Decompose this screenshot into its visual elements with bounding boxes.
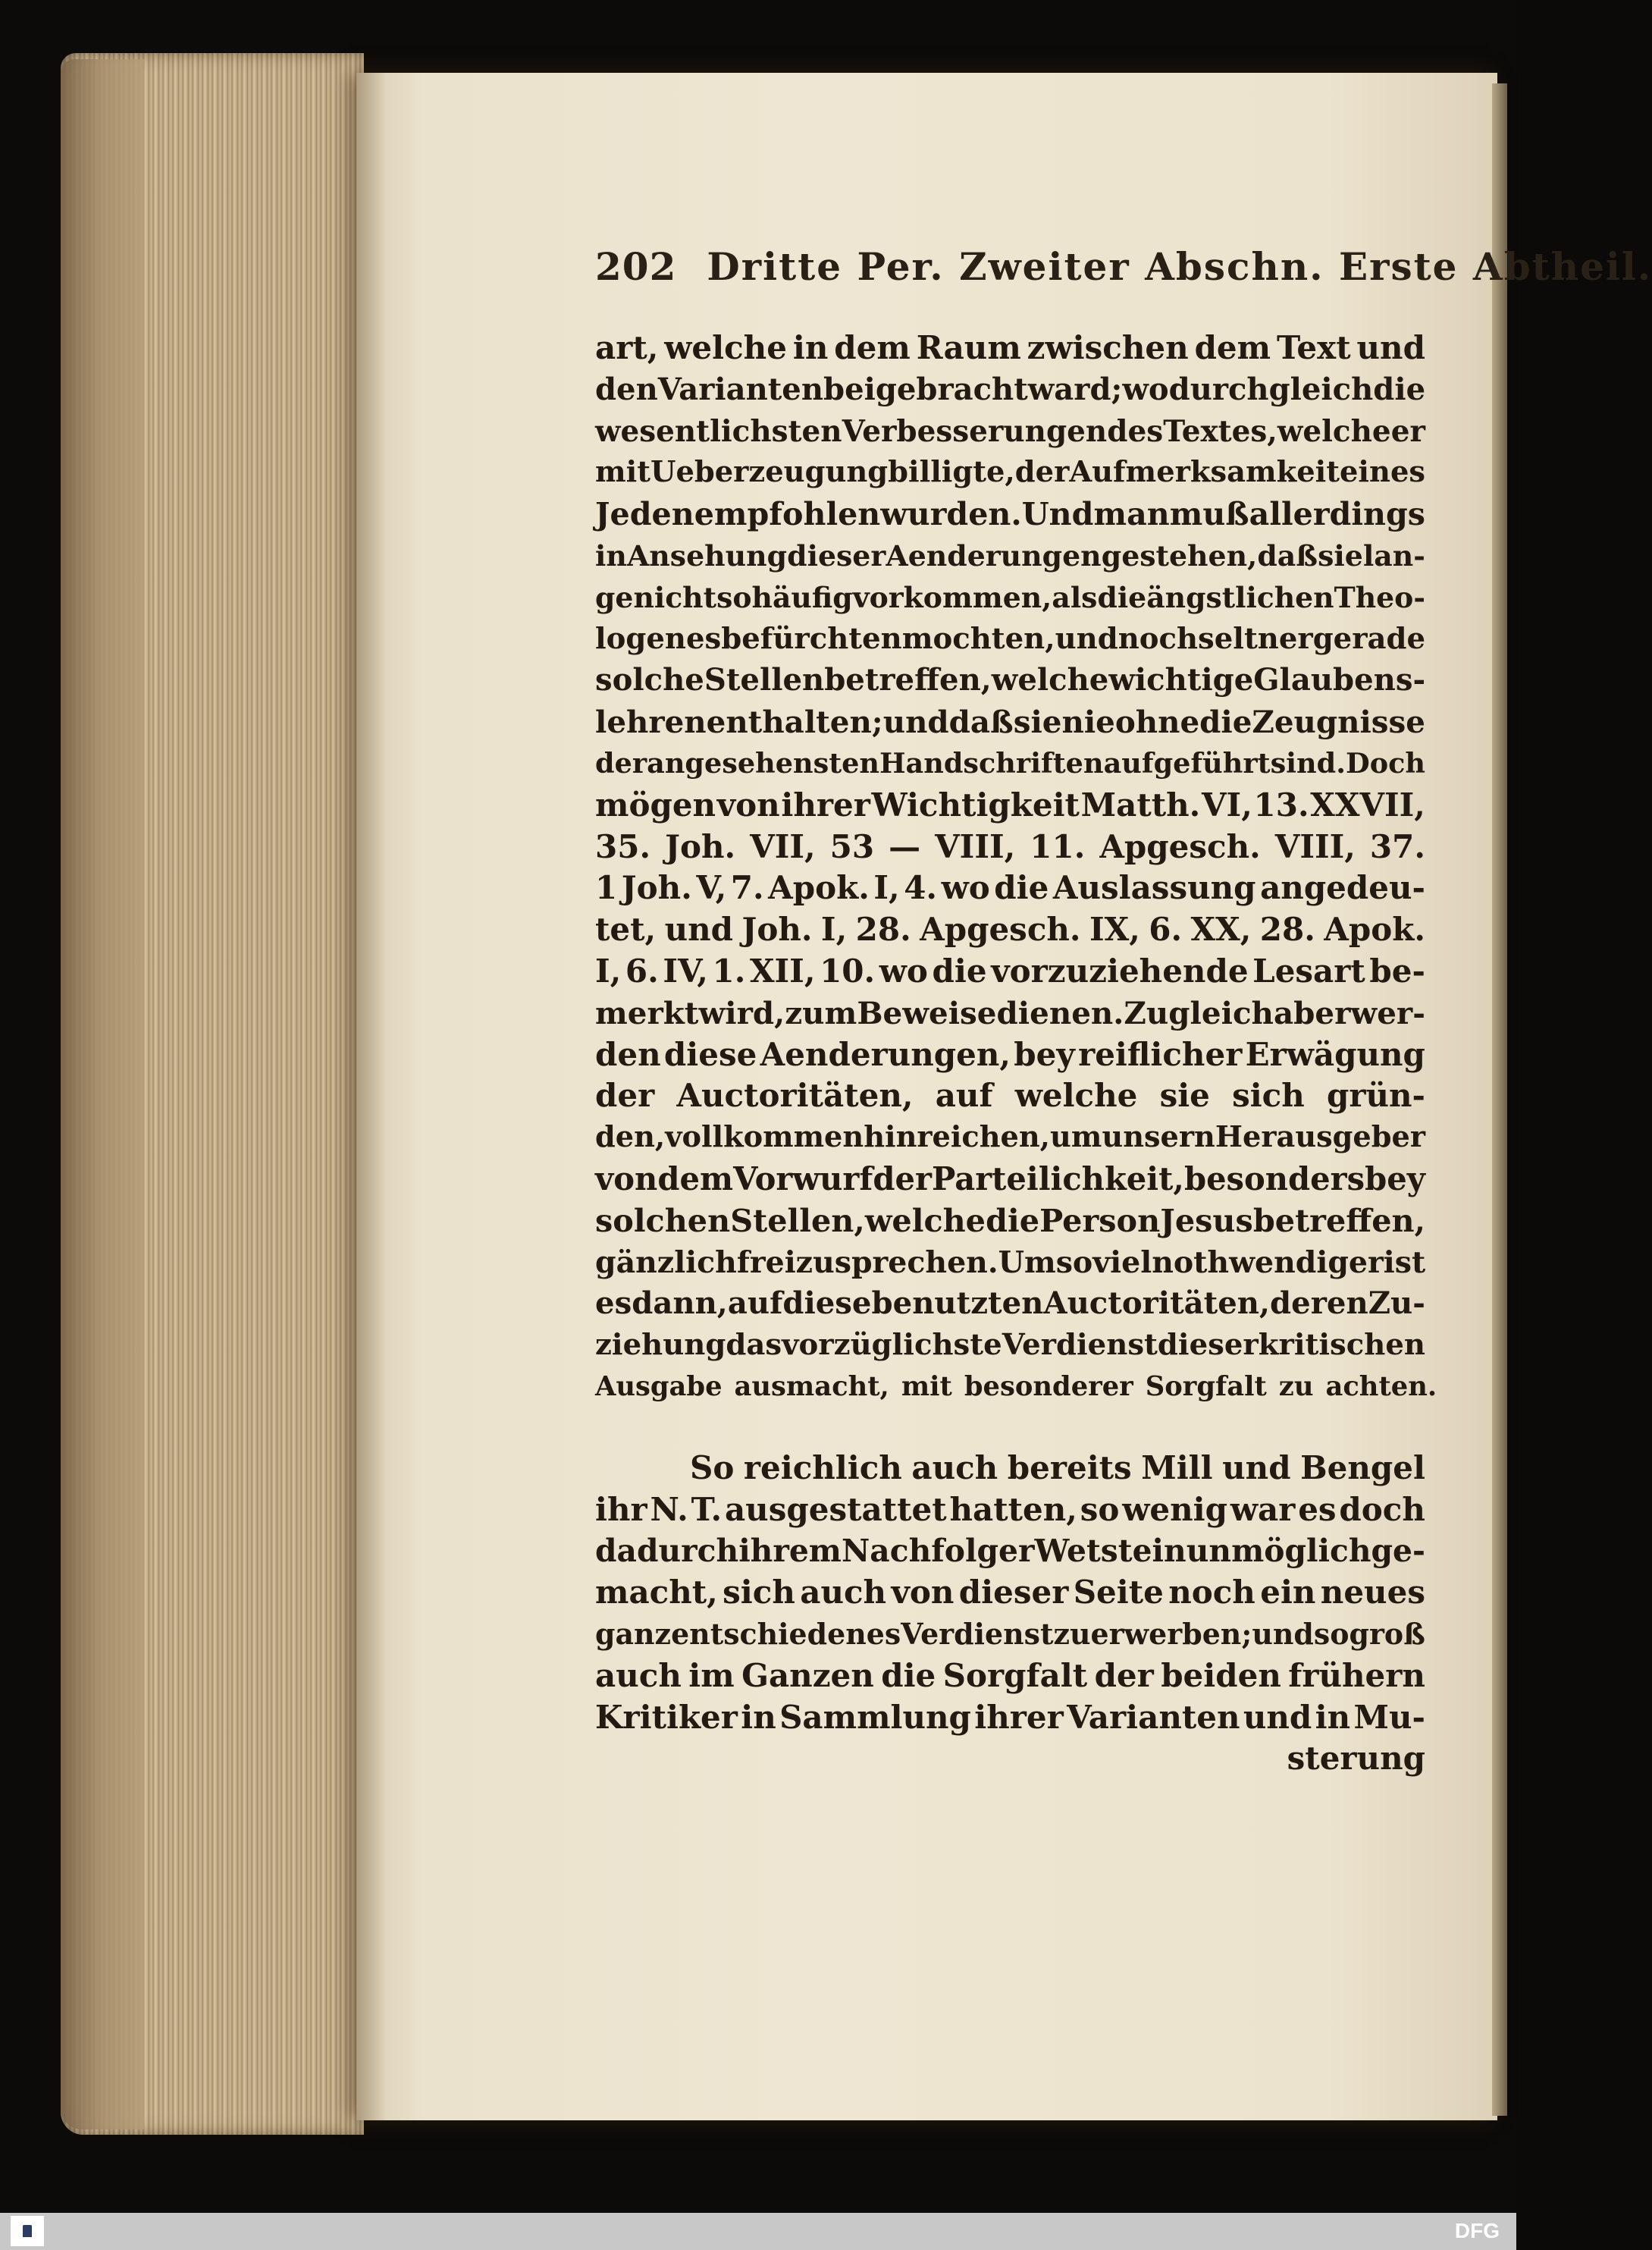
running-head (595, 244, 1652, 299)
text-line: logen es befürchten mochten, und noch seltner gerade (595, 621, 1426, 656)
text-line: art, welche in dem Raum zwischen dem Text und (595, 329, 1425, 366)
text-line: ganz entschiedenes Verdienst zu erwerben; und so groß (595, 1616, 1425, 1651)
text-line: 35. Joh. VII, 53 — VIII, 11. Apgesch. VIII, 37. (595, 827, 1425, 865)
text-line: So reichlich auch bereits Mill und Bengel (690, 1448, 1425, 1486)
text-line: gänzlich freizusprechen. Um so viel nothwendiger ist (595, 1244, 1426, 1280)
text-line: den Varianten beigebracht ward; wodurch gleich die (595, 371, 1426, 407)
page-number: 202 (595, 244, 677, 289)
text-line: mit Ueberzeugung billigte, der Aufmerksamkeit eines (595, 455, 1426, 490)
text-line: solchen Stellen, welche die Person Jesus betreffen, (595, 1201, 1425, 1239)
paragraph-2 (595, 1448, 1425, 1739)
facing-page-edge (1492, 83, 1507, 2116)
text-line: in Ansehung dieser Aenderungen gestehen, daß sie lan- (595, 538, 1425, 573)
dfg-logo: DFG (1454, 2219, 1500, 2242)
text-line: solche Stellen betreffen, welche wichtige Glaubens- (595, 662, 1426, 698)
catchword-text: sterung (1287, 1740, 1425, 1778)
text-line: macht, sich auch von dieser Seite noch ein neues (595, 1574, 1425, 1611)
running-head-title: Dritte Per. Zweiter Abschn. Erste Abtheil. (707, 244, 1652, 289)
viewer-footer-bar (0, 2213, 1516, 2250)
catchword (595, 1738, 1425, 1780)
text-line: der angesehensten Handschriften aufgeführt sind. Doch (595, 746, 1425, 780)
text-line: Kritiker in Sammlung ihrer Varianten und in Mu- (595, 1698, 1425, 1736)
text-line: Ausgabe ausmacht, mit besonderer Sorgfalt zu achten. (595, 1370, 1437, 1402)
text-line: auch im Ganzen die Sorgfalt der beiden frühern (595, 1656, 1425, 1694)
text-line: es dann, auf diese benutzten Auctoritäten, deren Zu- (595, 1285, 1425, 1322)
text-line: dadurch ihrem Nachfolger Wetstein unmöglich ge- (595, 1533, 1425, 1570)
text-line: tet, und Joh. I, 28. Apgesch. IX, 6. XX, 28. Apok. (595, 911, 1425, 949)
text-line: wesentlichsten Verbesserungen des Textes, welche er (595, 413, 1425, 449)
text-line: den, vollkommen hinreichen, um unsern Herausgeber (595, 1120, 1425, 1155)
text-line: mögen von ihrer Wichtigkeit Matth. VI, 13. XXVII, (595, 786, 1425, 824)
paragraph-1 (595, 328, 1437, 1408)
text-line: ihr N. T. ausgestattet hatten, so wenig war es doch (595, 1490, 1425, 1528)
book-cover-edge (61, 59, 144, 2129)
text-line: I, 6. IV, 1. XII, 10. wo die vorzuziehende Lesart be- (595, 952, 1425, 990)
text-line: der Auctoritäten, auf welche sie sich grün- (595, 1077, 1425, 1115)
text-line: merkt wird, zum Beweise dienen. Zugleich aber wer- (595, 994, 1425, 1031)
text-line: ge nicht so häufig vorkommen, als die ängstlichen Theo- (595, 580, 1425, 614)
body-text (595, 328, 1437, 1780)
library-logo-icon (11, 2216, 44, 2246)
text-line: ziehung das vorzüglichste Verdienst dieser kritischen (595, 1328, 1425, 1363)
text-line: von dem Vorwurf der Parteilichkeit, besonders bey (595, 1160, 1425, 1197)
text-line: 1 Joh. V, 7. Apok. I, 4. wo die Auslassung angedeu- (595, 869, 1425, 907)
text-line: den diese Aenderungen, bey reiflicher Erwägung (595, 1035, 1425, 1073)
text-line: lehren enthalten; und daß sie nie ohne die Zeugnisse (595, 704, 1425, 741)
text-line: Jeden empfohlen wurden. Und man muß allerdings (595, 495, 1425, 533)
